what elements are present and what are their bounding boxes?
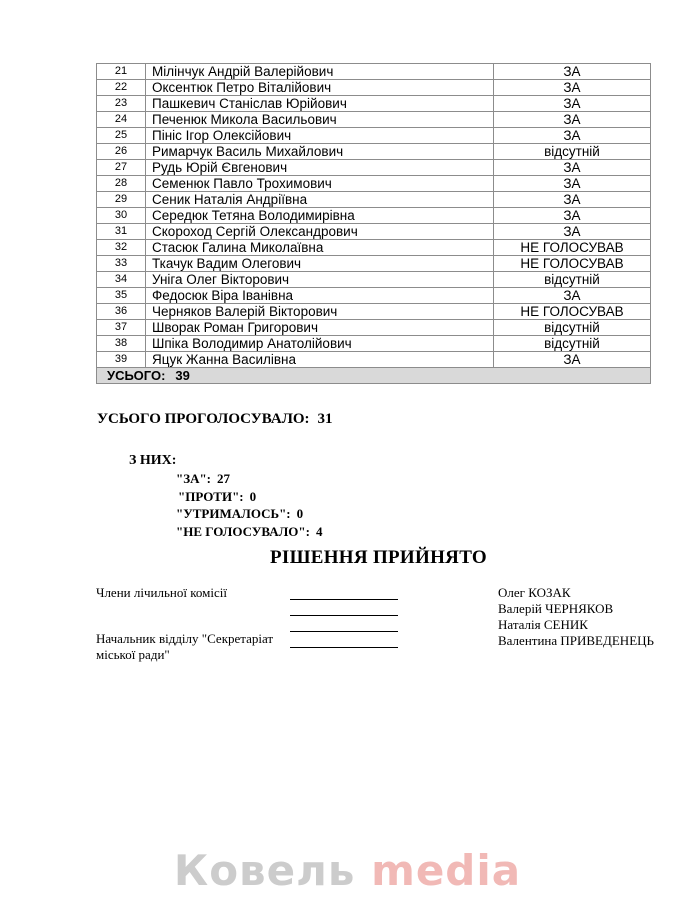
vote-result: ЗА: [494, 64, 651, 80]
row-number: 37: [97, 320, 146, 336]
total-cell: [97, 368, 651, 384]
voted-label: УСЬОГО ПРОГОЛОСУВАЛО:: [97, 411, 310, 427]
deputy-name: Оксентюк Петро Віталійович: [146, 80, 494, 96]
deputy-name: Черняков Валерій Вікторович: [146, 304, 494, 320]
votes-table: [96, 63, 651, 384]
head-label: Начальник відділу "Секретаріат міської ради": [96, 631, 274, 662]
signature-line: [290, 647, 398, 648]
vote-result: ЗА: [494, 96, 651, 112]
vote-result: відсутній: [494, 336, 651, 352]
voted-value: 31: [317, 411, 333, 427]
signature-line: [290, 615, 398, 616]
table-row: [97, 160, 651, 176]
vote-result: ЗА: [494, 112, 651, 128]
breakdown-row-against: [176, 488, 322, 506]
deputy-name: Рудь Юрій Євгенович: [146, 160, 494, 176]
total-value: 39: [175, 368, 190, 383]
table-row: [97, 208, 651, 224]
vote-result: ЗА: [494, 288, 651, 304]
table-row: [97, 80, 651, 96]
breakdown-label: "ПРОТИ":: [178, 488, 244, 504]
table-row: [97, 336, 651, 352]
breakdown-value: 0: [249, 488, 257, 504]
breakdown-label: "НЕ ГОЛОСУВАЛО":: [176, 523, 310, 539]
row-number: 28: [97, 176, 146, 192]
row-number: 32: [97, 240, 146, 256]
table-row: [97, 144, 651, 160]
breakdown-row-not-voted: [176, 523, 322, 541]
deputy-name: Ткачук Вадим Олегович: [146, 256, 494, 272]
signatory-name: Наталія СЕНИК: [498, 617, 588, 632]
deputy-name: Сеник Наталія Андріївна: [146, 192, 494, 208]
deputy-name: Пініс Ігор Олексійович: [146, 128, 494, 144]
vote-result: ЗА: [494, 192, 651, 208]
deputy-name: Федосюк Віра Іванівна: [146, 288, 494, 304]
deputy-name: Скороход Сергій Олександрович: [146, 224, 494, 240]
total-row: [97, 368, 651, 384]
vote-result: ЗА: [494, 128, 651, 144]
vote-breakdown: [176, 470, 322, 540]
row-number: 38: [97, 336, 146, 352]
decision-heading: РІШЕННЯ ПРИЙНЯТО: [269, 547, 487, 568]
vote-result: НЕ ГОЛОСУВАВ: [494, 304, 651, 320]
votes-table-body: [97, 64, 651, 368]
table-row: [97, 192, 651, 208]
row-number: 31: [97, 224, 146, 240]
vote-result: ЗА: [494, 224, 651, 240]
table-row: [97, 128, 651, 144]
row-number: 27: [97, 160, 146, 176]
breakdown-row-for: [176, 470, 322, 488]
breakdown-value: 0: [296, 506, 304, 521]
deputy-name: Печенюк Микола Васильович: [146, 112, 494, 128]
signatory-name: Олег КОЗАК: [498, 585, 571, 600]
vote-result: ЗА: [494, 80, 651, 96]
deputy-name: Римарчук Василь Михайлович: [146, 144, 494, 160]
vote-result: ЗА: [494, 352, 651, 368]
row-number: 34: [97, 272, 146, 288]
table-row: [97, 320, 651, 336]
watermark-part1: Ковель: [173, 846, 356, 895]
vote-result: ЗА: [494, 176, 651, 192]
table-row: [97, 176, 651, 192]
vote-result: відсутній: [494, 144, 651, 160]
table-row: [97, 224, 651, 240]
row-number: 21: [97, 64, 146, 80]
vote-result: НЕ ГОЛОСУВАВ: [494, 256, 651, 272]
row-number: 22: [97, 80, 146, 96]
breakdown-label: "ЗА":: [176, 471, 212, 486]
row-number: 35: [97, 288, 146, 304]
deputy-name: Уніга Олег Вікторович: [146, 272, 494, 288]
row-number: 29: [97, 192, 146, 208]
row-number: 24: [97, 112, 146, 128]
vote-result: НЕ ГОЛОСУВАВ: [494, 240, 651, 256]
table-row: [97, 288, 651, 304]
row-number: 36: [97, 304, 146, 320]
deputy-name: Яцук Жанна Василівна: [146, 352, 494, 368]
table-row: [97, 272, 651, 288]
row-number: 39: [97, 352, 146, 368]
breakdown-value: 4: [315, 523, 323, 539]
table-row: [97, 64, 651, 80]
table-row: [97, 96, 651, 112]
signature-line: [290, 631, 398, 632]
deputy-name: Мілінчук Андрій Валерійович: [146, 64, 494, 80]
vote-result: ЗА: [494, 160, 651, 176]
row-number: 23: [97, 96, 146, 112]
vote-result: відсутній: [494, 272, 651, 288]
breakdown-row-abstained: [176, 505, 322, 523]
signatory-name: Валерій ЧЕРНЯКОВ: [498, 601, 614, 616]
voted-summary: [97, 411, 333, 428]
table-row: [97, 304, 651, 320]
breakdown-value: 27: [217, 471, 231, 486]
row-number: 33: [97, 256, 146, 272]
vote-result: ЗА: [494, 208, 651, 224]
total-label: УСЬОГО:: [107, 368, 166, 383]
breakdown-label: "УТРИМАЛОСЬ":: [176, 506, 291, 521]
row-number: 25: [97, 128, 146, 144]
table-row: [97, 112, 651, 128]
watermark-logo: [0, 846, 695, 895]
row-number: 30: [97, 208, 146, 224]
of-them-label: З НИХ:: [129, 453, 177, 468]
signatory-name: Валентина ПРИВЕДЕНЕЦЬ: [498, 633, 654, 648]
vote-result: відсутній: [494, 320, 651, 336]
deputy-name: Пашкевич Станіслав Юрійович: [146, 96, 494, 112]
deputy-name: Шпіка Володимир Анатолійович: [146, 336, 494, 352]
row-number: 26: [97, 144, 146, 160]
deputy-name: Стасюк Галина Миколаївна: [146, 240, 494, 256]
table-row: [97, 256, 651, 272]
deputy-name: Середюк Тетяна Володимирівна: [146, 208, 494, 224]
table-row: [97, 240, 651, 256]
signature-line: [290, 599, 398, 600]
commission-label: Члени лічильної комісії: [96, 585, 227, 600]
deputy-name: Шворак Роман Григорович: [146, 320, 494, 336]
table-row: [97, 352, 651, 368]
deputy-name: Семенюк Павло Трохимович: [146, 176, 494, 192]
watermark-part2: media: [371, 846, 522, 895]
